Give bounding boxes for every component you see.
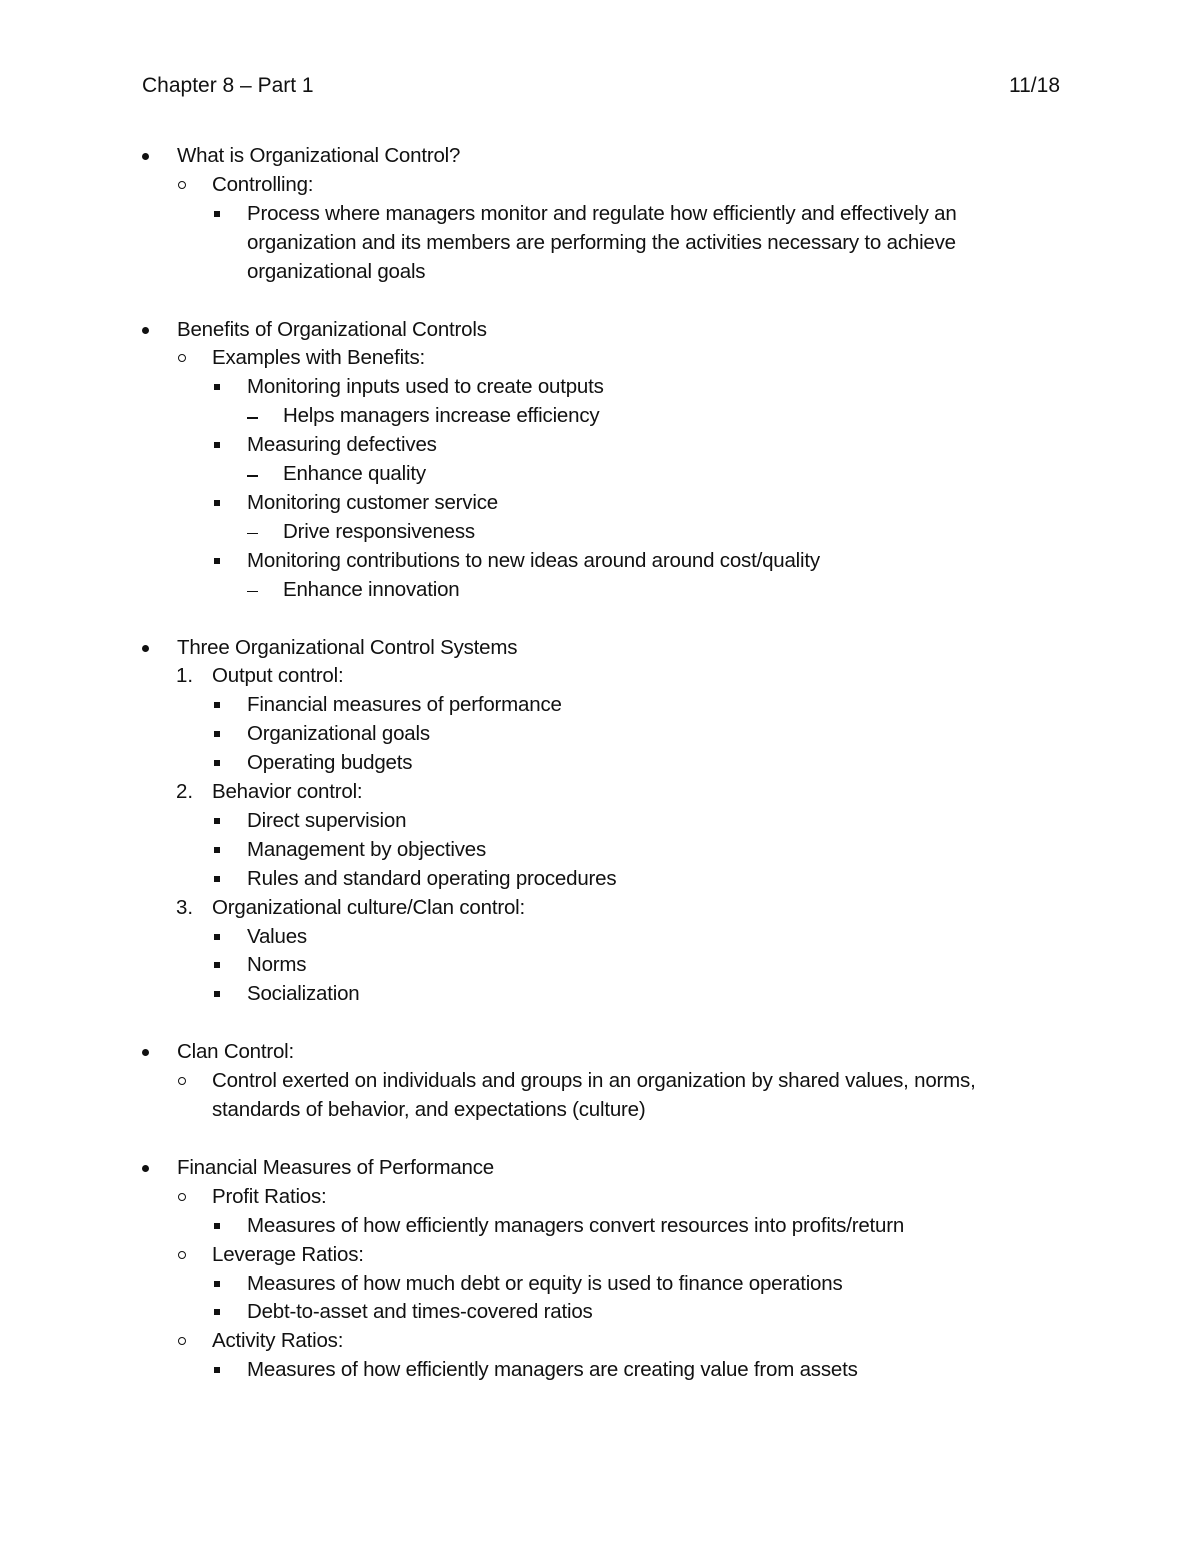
outline-item-text: standards of behavior, and expectations (culture): [212, 1098, 646, 1121]
outline-item-text: Monitoring customer service: [247, 490, 498, 514]
list-number: 3.: [176, 895, 194, 919]
outline-item-text: Benefits of Organizational Controls: [177, 317, 487, 341]
outline-item-text: Values: [247, 924, 307, 948]
outline-item-text: Operating budgets: [247, 751, 413, 775]
outline-item-text: Organizational goals: [247, 722, 430, 746]
outline-item-text: Monitoring contributions to new ideas around around cost/quality: [247, 548, 820, 572]
outline-item-text: Helps managers increase efficiency: [283, 404, 600, 428]
outline-item-text: Norms: [247, 953, 307, 977]
outline-item-text: Three Organizational Control Systems: [177, 635, 518, 659]
outline-item-text: Examples with Benefits:: [212, 346, 426, 370]
outline-item-text: Financial Measures of Performance: [177, 1155, 494, 1179]
outline-item-text: Measuring defectives: [247, 433, 437, 457]
outline-item-text: What is Organizational Control?: [177, 144, 461, 167]
page-header-title: Chapter 8 – Part 1: [142, 74, 314, 97]
outline-item-text: organization and its members are performing the activities necessary to achieve: [247, 230, 956, 254]
list-number: 2.: [176, 780, 194, 803]
outline-item-text: Output control:: [212, 664, 344, 688]
page-header-date: 11/18: [1009, 74, 1060, 97]
outline-item-text: Direct supervision: [247, 808, 407, 832]
outline-item-text: Controlling:: [212, 172, 314, 196]
outline-item-text: Measures of how much debt or equity is used to finance operations: [247, 1271, 843, 1295]
outline-item-text: Profit Ratios:: [212, 1184, 327, 1208]
outline-item-text: Socialization: [247, 982, 360, 1006]
outline-item-text: Monitoring inputs used to create outputs: [247, 375, 604, 399]
outline-item-text: Organizational culture/Clan control:: [212, 895, 525, 919]
outline-item-text: Clan Control:: [177, 1040, 295, 1064]
outline-item-text: Measures of how efficiently managers are creating value from assets: [247, 1358, 858, 1382]
outline-item-text: Management by objectives: [247, 837, 487, 861]
outline-item-text: Drive responsiveness: [283, 519, 475, 543]
outline-item-text: Activity Ratios:: [212, 1329, 344, 1353]
outline-item-text: Enhance innovation: [283, 577, 460, 601]
outline-item-text: Enhance quality: [283, 462, 426, 485]
outline-item-text: organizational goals: [247, 259, 426, 283]
outline-item-text: Measures of how efficiently managers convert resources into profits/return: [247, 1213, 905, 1237]
outline-item-text: Leverage Ratios:: [212, 1242, 364, 1266]
list-number: 1.: [176, 664, 194, 688]
outline-item-text: Debt-to-asset and times-covered ratios: [247, 1300, 593, 1324]
outline-item-text: Control exerted on individuals and groups in an organization by shared values, norms,: [212, 1069, 976, 1093]
outline-item-text: Process where managers monitor and regulate how efficiently and effectively an: [247, 201, 957, 225]
outline-item-text: Behavior control:: [212, 780, 363, 803]
outline-item-text: Rules and standard operating procedures: [247, 866, 617, 890]
outline-item-text: Financial measures of performance: [247, 693, 562, 717]
